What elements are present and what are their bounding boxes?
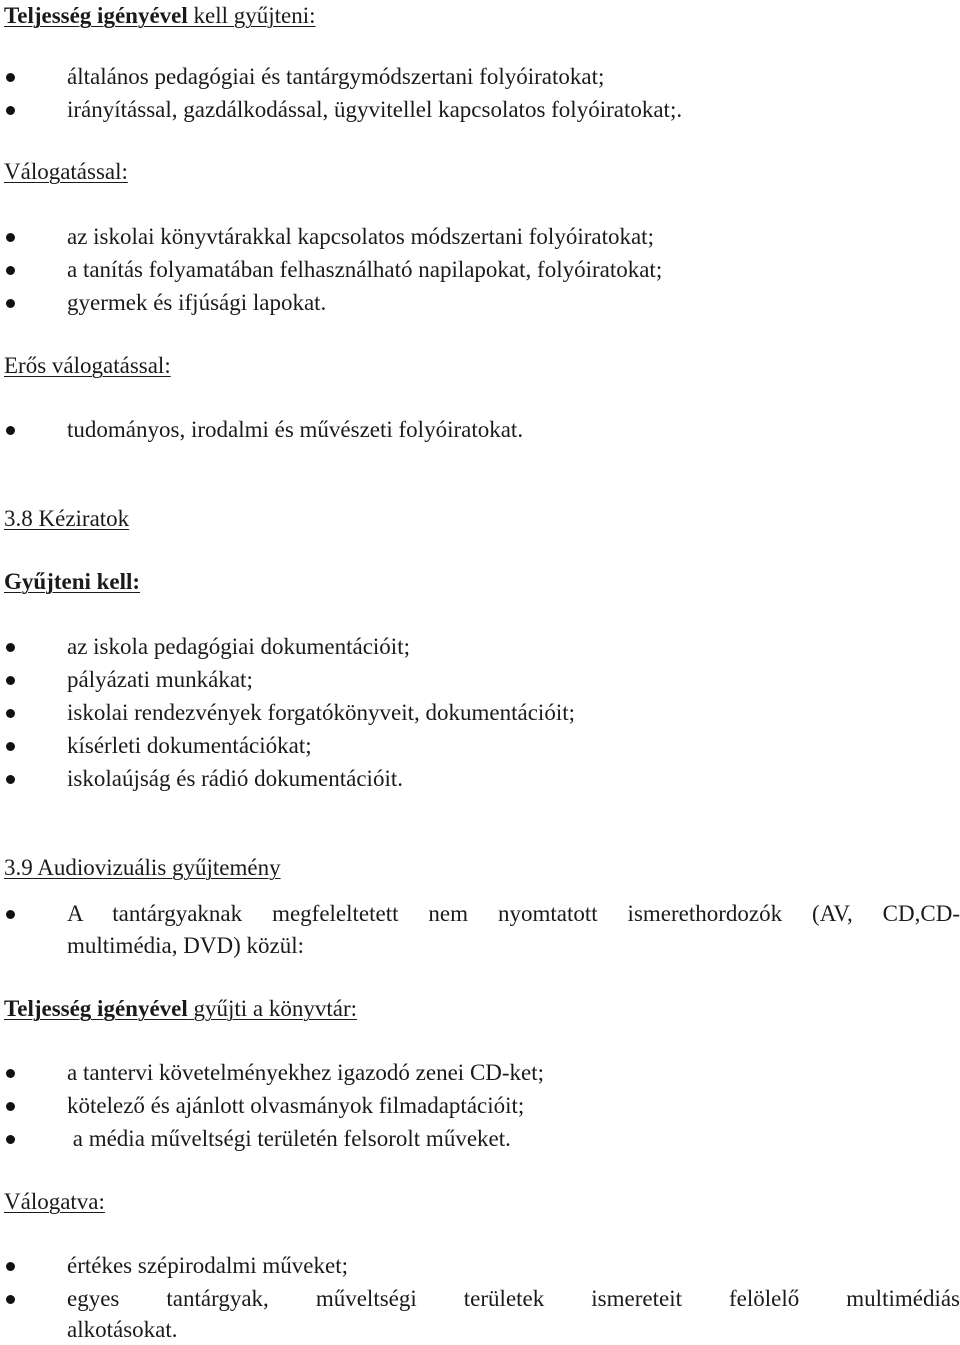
bullet-icon [6, 266, 15, 275]
list-item [0, 763, 960, 796]
list-item-text: a média műveltségi területén felsorolt műveket. [67, 1126, 511, 1151]
heading-teljesseg-igenyevel-kell-gyujteni [4, 0, 316, 32]
list-item-text: az iskola pedagógiai dokumentációit; [67, 634, 410, 659]
list-item [0, 1090, 960, 1123]
heading-eros-valogatassal: Erős válogatással: [4, 353, 171, 378]
list-eros-valogatassal [0, 414, 960, 447]
bullet-icon [6, 426, 15, 435]
list-item-text: pályázati munkákat; [67, 667, 253, 692]
heading-bold-part: Gyűjteni kell: [4, 569, 141, 594]
bullet-icon [6, 233, 15, 242]
list-item-text-line1: A tantárgyaknak megfeleltetett nem nyomtatott ismerethordozók (AV, CD,CD- [67, 901, 960, 926]
bullet-icon [6, 1135, 15, 1144]
list-item-text: a tantervi követelményekhez igazodó zenei CD-ket; [67, 1060, 545, 1085]
heading-valogatassal: Válogatással: [4, 159, 128, 184]
bullet-icon [6, 910, 15, 919]
heading-gyujteni-kell [4, 566, 140, 598]
list-item [0, 664, 960, 697]
heading-rest-part: kell gyűjteni: [187, 3, 316, 28]
list-item [0, 631, 960, 664]
list-item-text: kötelező és ajánlott olvasmányok filmadaptációit; [67, 1093, 525, 1118]
heading-keziratok: 3.8 Kéziratok [4, 506, 130, 531]
list-item [0, 1250, 960, 1283]
bullet-icon [6, 299, 15, 308]
bullet-icon [6, 73, 15, 82]
list-item [0, 61, 960, 94]
list-item-text-line2: alkotásokat. [67, 1317, 178, 1342]
list-item-text: irányítással, gazdálkodással, ügyvitellel kapcsolatos folyóiratokat;. [67, 97, 683, 122]
list-item-text: gyermek és ifjúsági lapokat. [67, 290, 327, 315]
heading-teljesseg-igenyevel-gyujti-a-konyvtar [4, 993, 357, 1025]
heading-audiovizualis-gyujtemeny: 3.9 Audiovizuális gyűjtemény [4, 855, 281, 880]
heading-bold-part: Teljesség igényével [4, 3, 188, 28]
list-item [0, 94, 960, 127]
list-item-text: iskolai rendezvények forgatókönyveit, dokumentációit; [67, 700, 575, 725]
list-gyujti-a-konyvtar [0, 1057, 960, 1156]
list-item-text: értékes szépirodalmi műveket; [67, 1253, 349, 1278]
list-audiovizualis [0, 898, 960, 962]
list-item-text: általános pedagógiai és tantárgymódszertani folyóiratokat; [67, 64, 605, 89]
list-item [0, 697, 960, 730]
list-item [0, 898, 960, 962]
list-item [0, 254, 960, 287]
list-item [0, 221, 960, 254]
bullet-icon [6, 709, 15, 718]
list-item-text: az iskolai könyvtárakkal kapcsolatos módszertani folyóiratokat; [67, 224, 654, 249]
list-item-text-line2: multimédia, DVD) közül: [67, 933, 304, 958]
list-item-text: kísérleti dokumentációkat; [67, 733, 312, 758]
bullet-icon [6, 1295, 15, 1304]
list-valogatva [0, 1250, 960, 1345]
list-teljesseg-igenyevel [0, 61, 960, 127]
bullet-icon [6, 1262, 15, 1271]
list-item-text: tudományos, irodalmi és művészeti folyóiratokat. [67, 417, 524, 442]
list-item [0, 1123, 960, 1156]
list-item [0, 1283, 960, 1345]
heading-rest-part: gyűjti a könyvtár: [187, 996, 358, 1021]
bullet-icon [6, 1069, 15, 1078]
list-item-text-line1: egyes tantárgyak, műveltségi területek ismereteit felölelő multimédiás [67, 1286, 960, 1311]
list-item [0, 1057, 960, 1090]
list-item [0, 730, 960, 763]
list-valogatassal [0, 221, 960, 320]
heading-valogatva: Válogatva: [4, 1189, 105, 1214]
heading-bold-part: Teljesség igényével [4, 996, 188, 1021]
bullet-icon [6, 106, 15, 115]
list-item [0, 287, 960, 320]
bullet-icon [6, 643, 15, 652]
list-item-text: a tanítás folyamatában felhasználható napilapokat, folyóiratokat; [67, 257, 663, 282]
list-gyujteni-kell [0, 631, 960, 796]
list-item-text: iskolaújság és rádió dokumentációit. [67, 766, 403, 791]
list-item [0, 414, 960, 447]
bullet-icon [6, 775, 15, 784]
bullet-icon [6, 676, 15, 685]
bullet-icon [6, 742, 15, 751]
bullet-icon [6, 1102, 15, 1111]
